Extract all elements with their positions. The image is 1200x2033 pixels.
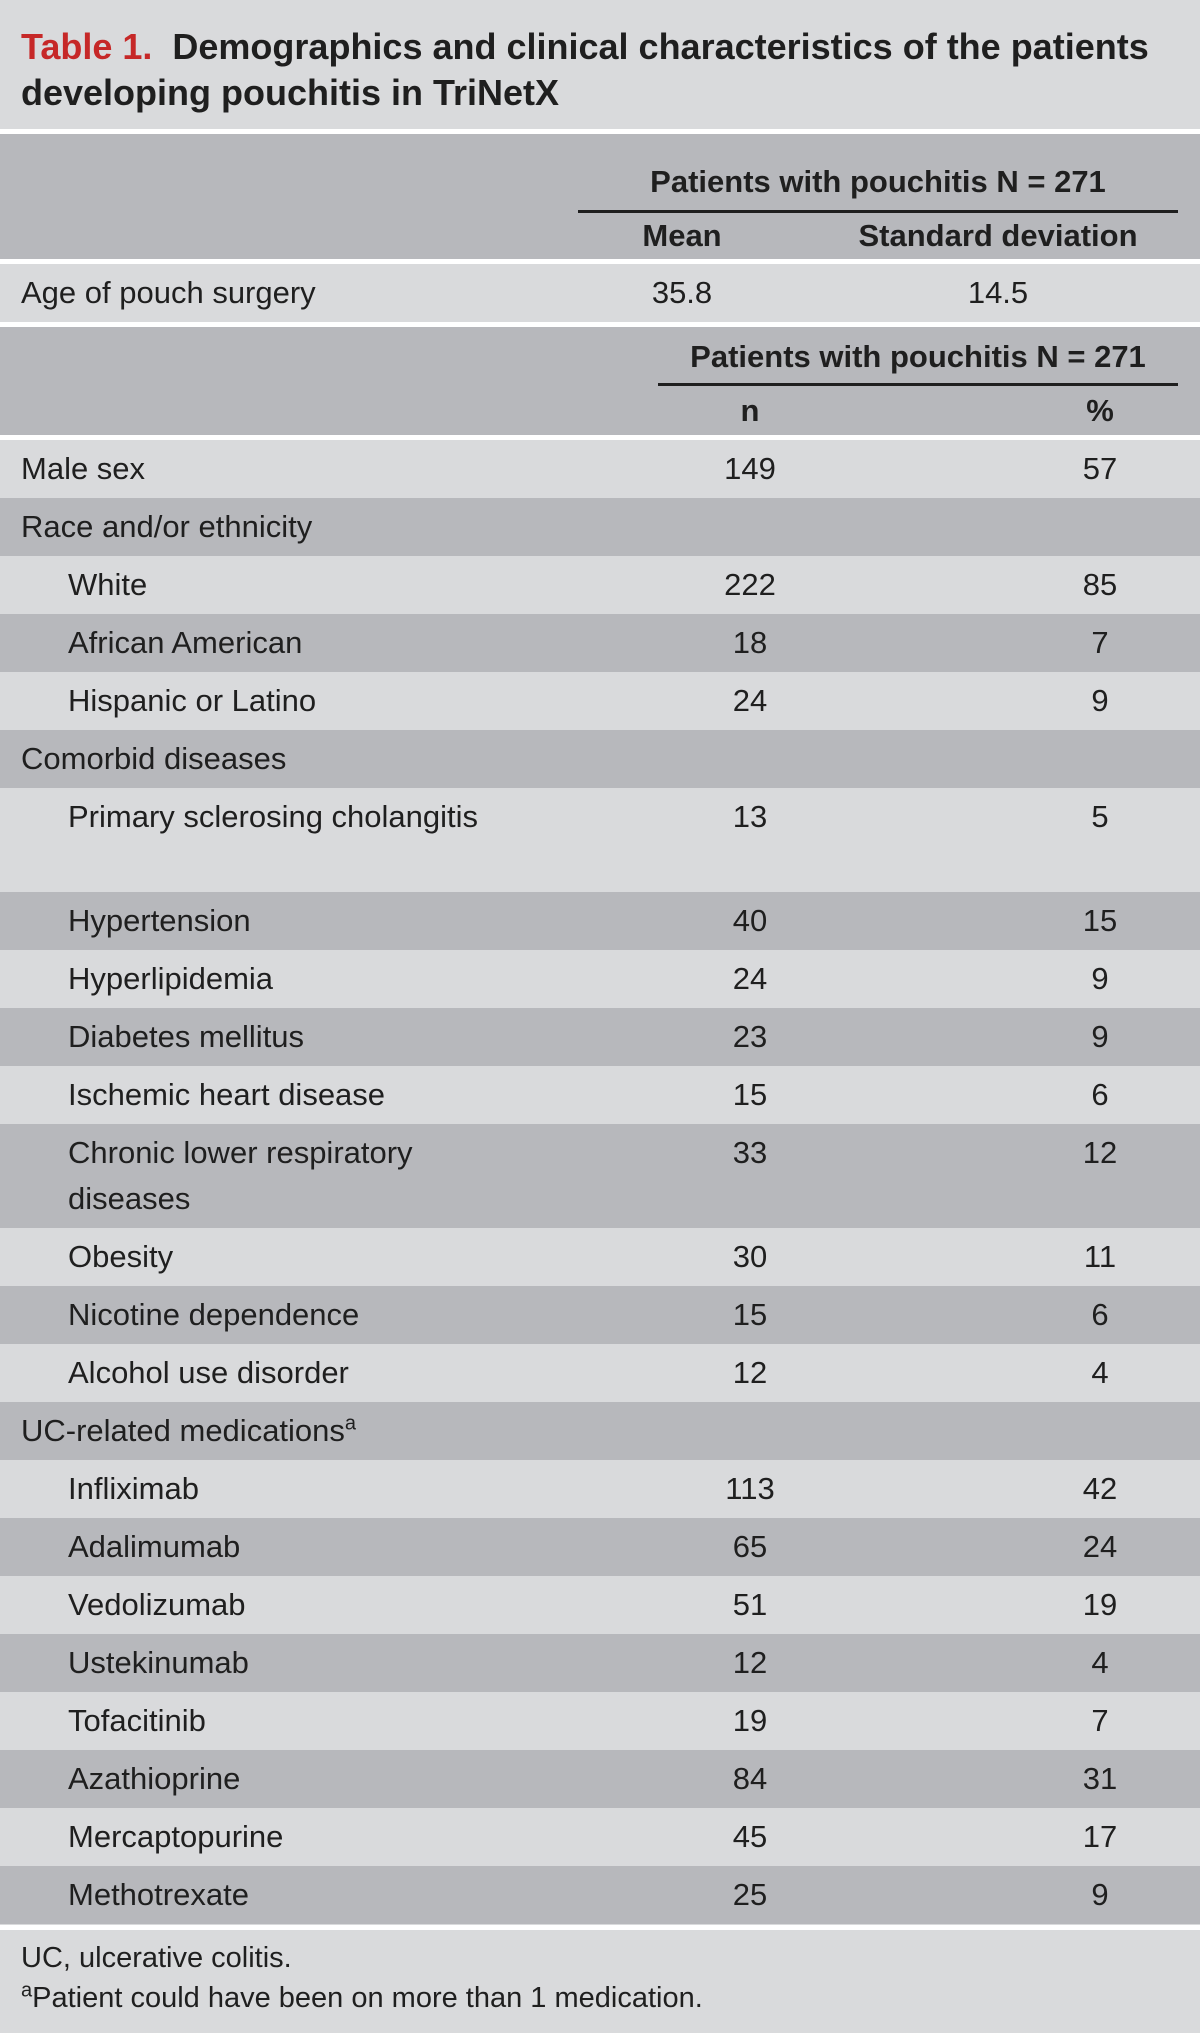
- table-caption: [0, 0, 1200, 134]
- cell-pct: 17: [1082, 1819, 1118, 1854]
- table-row: [0, 1286, 1200, 1344]
- row-label: [68, 1692, 206, 1750]
- table-row: [0, 892, 1200, 950]
- footnote-medication: [21, 1978, 1179, 2018]
- cell-pct: 15: [1082, 903, 1118, 938]
- row-label: [21, 730, 286, 788]
- cell-pct: 9: [1091, 1877, 1109, 1912]
- cell-pct: 4: [1091, 1355, 1109, 1390]
- col-sd-header: Standard deviation: [858, 218, 1138, 253]
- cell-pct: 12: [1082, 1135, 1118, 1170]
- table-number: Table 1.: [21, 26, 153, 67]
- cell-pct: 24: [1082, 1529, 1118, 1564]
- table-row: [0, 1066, 1200, 1124]
- row-label: [68, 950, 273, 1008]
- table-row: [0, 1808, 1200, 1866]
- cell-n: 65: [732, 1529, 768, 1564]
- row-label: [68, 614, 302, 672]
- cell-n: 149: [724, 451, 776, 486]
- table-row: [0, 1866, 1200, 1924]
- footnote-text: Patient could have been on more than 1 medication.: [32, 1982, 703, 2014]
- table-row: [0, 614, 1200, 672]
- row-label: [68, 1066, 385, 1124]
- cell-n: 23: [732, 1019, 768, 1054]
- cell-n: 18: [732, 625, 768, 660]
- table-row: [0, 1228, 1200, 1286]
- cell-n: 24: [732, 683, 768, 718]
- cell-sd: 14.5: [967, 275, 1029, 310]
- row-label: Age of pouch surgery: [21, 275, 316, 310]
- row-label: [68, 1286, 359, 1344]
- section2-span-rule: [658, 383, 1178, 386]
- table-row: [0, 498, 1200, 556]
- row-label-text: Ustekinumab: [68, 1645, 249, 1680]
- table-body: [0, 440, 1200, 1924]
- footnote-ref: a: [344, 1412, 357, 1435]
- table-row-age: [0, 264, 1200, 322]
- col-n-header: n: [740, 393, 760, 428]
- section1-span-rule: [578, 210, 1178, 213]
- cell-pct: 7: [1091, 1703, 1109, 1738]
- row-label-text: Methotrexate: [68, 1877, 249, 1912]
- section1-span-header: Patients with pouchitis N = 271: [650, 164, 1106, 199]
- row-label: [21, 440, 145, 498]
- cell-pct: 7: [1091, 625, 1109, 660]
- col-mean-header: Mean: [642, 218, 722, 253]
- row-label: [68, 556, 147, 614]
- table-row: [0, 556, 1200, 614]
- row-label: [21, 498, 312, 556]
- cell-pct: 42: [1082, 1471, 1118, 1506]
- cell-n: 24: [732, 961, 768, 996]
- row-label: [68, 1130, 488, 1222]
- row-label-text: Vedolizumab: [68, 1587, 246, 1622]
- cell-pct: 5: [1091, 799, 1109, 834]
- row-label: [68, 1344, 349, 1402]
- cell-n: 15: [732, 1077, 768, 1112]
- section1-header: [0, 134, 1200, 264]
- row-label: [21, 1402, 356, 1460]
- row-label-text: Tofacitinib: [68, 1703, 206, 1738]
- table-row: [0, 788, 1200, 892]
- row-label-text: Obesity: [68, 1239, 174, 1274]
- table-row: [0, 1008, 1200, 1066]
- cell-n: 40: [732, 903, 768, 938]
- row-label: [68, 1228, 173, 1286]
- row-label-text: Hyperlipidemia: [68, 961, 274, 996]
- row-label-text: Hispanic or Latino: [68, 683, 317, 718]
- row-label-text: UC-related medications: [21, 1413, 345, 1448]
- table-row: [0, 1460, 1200, 1518]
- cell-n: 45: [732, 1819, 768, 1854]
- cell-n: 13: [732, 799, 768, 834]
- cell-pct: 9: [1091, 961, 1109, 996]
- table-row: [0, 730, 1200, 788]
- cell-n: 12: [732, 1645, 768, 1680]
- row-label-text: Ischemic heart disease: [68, 1077, 386, 1112]
- cell-mean: 35.8: [651, 275, 713, 310]
- row-label-text: White: [68, 567, 148, 602]
- table-row: [0, 1692, 1200, 1750]
- footnote-marker: a: [21, 1979, 33, 2002]
- row-label: [68, 1866, 249, 1924]
- row-label: [68, 1634, 249, 1692]
- row-label-text: Adalimumab: [68, 1529, 241, 1564]
- row-label-text: Diabetes mellitus: [68, 1019, 305, 1054]
- cell-n: 25: [732, 1877, 768, 1912]
- row-label: [68, 1518, 240, 1576]
- cell-pct: 57: [1082, 451, 1118, 486]
- row-label-text: Chronic lower respiratory diseases: [68, 1135, 413, 1216]
- section2-header: [0, 322, 1200, 440]
- table-title: Demographics and clinical characteristics of the patients developing pouchitis in TriNetX: [21, 26, 1149, 113]
- cell-pct: 6: [1091, 1297, 1109, 1332]
- table-row: [0, 672, 1200, 730]
- table-footnotes: [0, 1925, 1200, 2033]
- row-label-text: Primary sclerosing cholangitis: [68, 799, 479, 834]
- table-row: [0, 440, 1200, 498]
- cell-n: 30: [732, 1239, 768, 1274]
- row-label: [68, 794, 488, 840]
- row-label-text: Hypertension: [68, 903, 251, 938]
- cell-pct: 9: [1091, 683, 1109, 718]
- table-row: [0, 1750, 1200, 1808]
- row-label-text: Azathioprine: [68, 1761, 241, 1796]
- row-label-text: Alcohol use disorder: [68, 1355, 349, 1390]
- cell-n: 15: [732, 1297, 768, 1332]
- table-row: [0, 1344, 1200, 1402]
- row-label: [68, 1808, 283, 1866]
- cell-pct: 19: [1082, 1587, 1118, 1622]
- cell-n: 84: [732, 1761, 768, 1796]
- table-row: [0, 1634, 1200, 1692]
- cell-n: 113: [725, 1471, 775, 1506]
- row-label-text: Mercaptopurine: [68, 1819, 284, 1854]
- col-pct-header: %: [1086, 393, 1114, 428]
- row-label-text: Male sex: [21, 451, 146, 486]
- row-label-text: Nicotine dependence: [68, 1297, 360, 1332]
- table-row: [0, 1518, 1200, 1576]
- row-label-text: Infliximab: [68, 1471, 199, 1506]
- section2-span-header: Patients with pouchitis N = 271: [690, 339, 1146, 374]
- row-label: [68, 1008, 304, 1066]
- row-label-text: Race and/or ethnicity: [21, 509, 313, 544]
- cell-n: 222: [724, 567, 776, 602]
- table-row: [0, 1576, 1200, 1634]
- row-label: [68, 892, 251, 950]
- cell-n: 33: [732, 1135, 768, 1170]
- cell-pct: 6: [1091, 1077, 1109, 1112]
- table-row: [0, 1124, 1200, 1228]
- cell-pct: 31: [1082, 1761, 1118, 1796]
- footnote-abbreviation: UC, ulcerative colitis.: [21, 1942, 292, 1974]
- row-label: [68, 1750, 240, 1808]
- cell-pct: 4: [1091, 1645, 1109, 1680]
- cell-n: 12: [732, 1355, 768, 1390]
- row-label-text: African American: [68, 625, 303, 660]
- cell-pct: 85: [1082, 567, 1118, 602]
- cell-pct: 9: [1091, 1019, 1109, 1054]
- row-label: [68, 1460, 199, 1518]
- table-row: [0, 950, 1200, 1008]
- cell-pct: 11: [1083, 1239, 1117, 1274]
- row-label: [68, 672, 316, 730]
- cell-n: 51: [732, 1587, 768, 1622]
- cell-n: 19: [732, 1703, 768, 1738]
- table-row: [0, 1402, 1200, 1460]
- row-label: [68, 1576, 246, 1634]
- row-label-text: Comorbid diseases: [21, 741, 287, 776]
